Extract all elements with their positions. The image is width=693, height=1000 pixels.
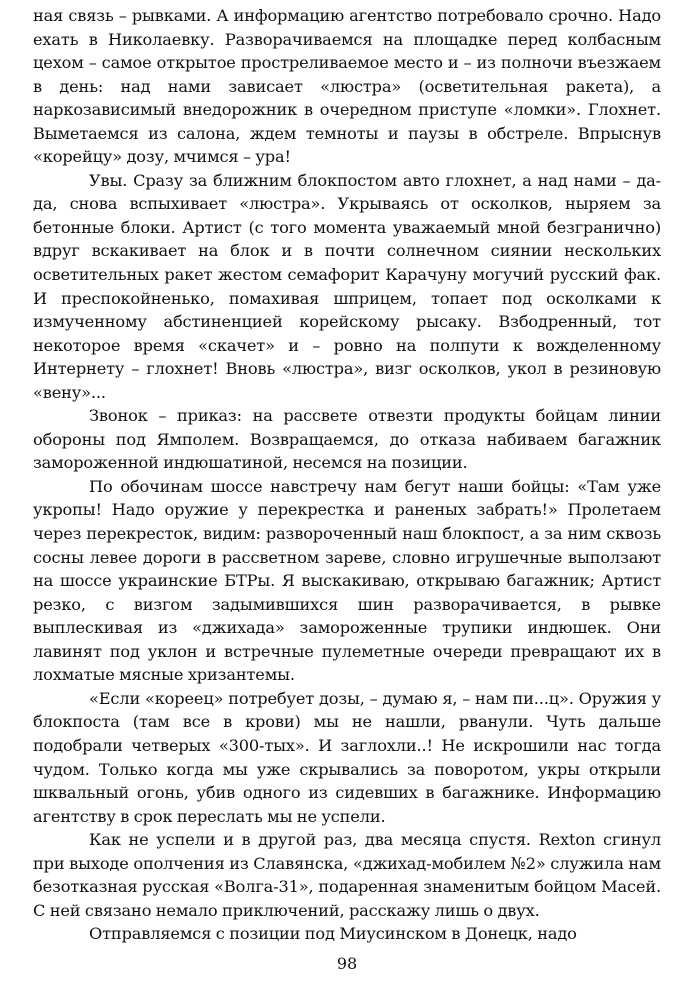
- paragraph: По обочинам шоссе навстречу нам бегут наши бойцы: «Там уже укропы! Надо оружие у перекрестка и раненых забрать!» Пролетаем через перекресток, видим: развороченный наш блокпост, а за ним сквозь сосны левее дороги в рассветном зареве, словно игрушечные выползают на шоссе украинские БТРы. Я выскакиваю, открываю багажник; Артист резко, с визгом задымившихся шин разворачивается, в рывке выплескивая из «джихада» замороженные трупики индюшек. Они лавинят под уклон и встречные пулеметные очереди превращают их в лохматые мясные хризантемы.: [33, 476, 661, 685]
- paragraph-last: Отправляемся с позиции под Миусинском в Донецк, надо: [89, 924, 577, 944]
- body-text: [33, 4, 661, 946]
- page-number: 98: [336, 954, 358, 973]
- paragraph: «Если «кореец» потребует дозы, – думаю я, – нам пи...ц». Оружия у блокпоста (там все в крови) мы не нашли, рванули. Чуть дальше подобрали четверых «300-тых». И заглохли..! Не искрошили нас тогда чудом. Только когда мы уже скрывались за поворотом, укры открыли шквальный огонь, убив одного из сидевших в багажнике. Информацию агентству в срок переслать мы не успели.: [33, 688, 661, 826]
- paragraph-continued: ная связь – рывками. А информацию агентство потребовало срочно. Надо ехать в Николаевку. Разворачиваемся на площадке перед колбасным цехом – самое открытое простреливаемое место и – из полночи въезжаем в день: над нами зависает «люстра» (осветительная ракета), а наркозависимый внедорожник в очередном приступе «ломки». Глохнет. Выметаемся из салона, ждем темноты и паузы в обстреле. Впрыснув «корейцу» дозу, мчимся – ура!: [33, 6, 661, 167]
- paragraph: Как не успели и в другой раз, два месяца спустя. Rexton сгинул при выходе ополчения из Славянска, «джихад-мобилем №2» служила нам безотказная русская «Волга-31», подаренная знаменитым бойцом Масей. С ней связано немало приключений, расскажу лишь о двух.: [33, 830, 661, 920]
- book-page: [33, 0, 661, 1000]
- paragraph: Звонок – приказ: на рассвете отвезти продукты бойцам линии обороны под Ямполем. Возвращаемся, до отказа набиваем багажник замороженной индюшатиной, несемся на позиции.: [33, 406, 661, 473]
- paragraph: Увы. Сразу за ближним блокпостом авто глохнет, а над нами – да-да, снова вспыхивает «люстра». Укрываясь от осколков, ныряем за бетонные блоки. Артист (с того момента уважаемый мной безгранично) вдруг вскакивает на блок и в почти солнечном сиянии нескольких осветительных ракет жестом семафорит Карачуну могучий русский фак. И преспокойненько, помахивая шприцем, топает под осколками к измученному абстиненцией корейскому рысаку. Взбодренный, тот некоторое время «скачет» и – ровно на полпути к вожделенному Интернету – глохнет! Вновь «люстра», визг осколков, укол в резиновую «вену»...: [33, 170, 661, 402]
